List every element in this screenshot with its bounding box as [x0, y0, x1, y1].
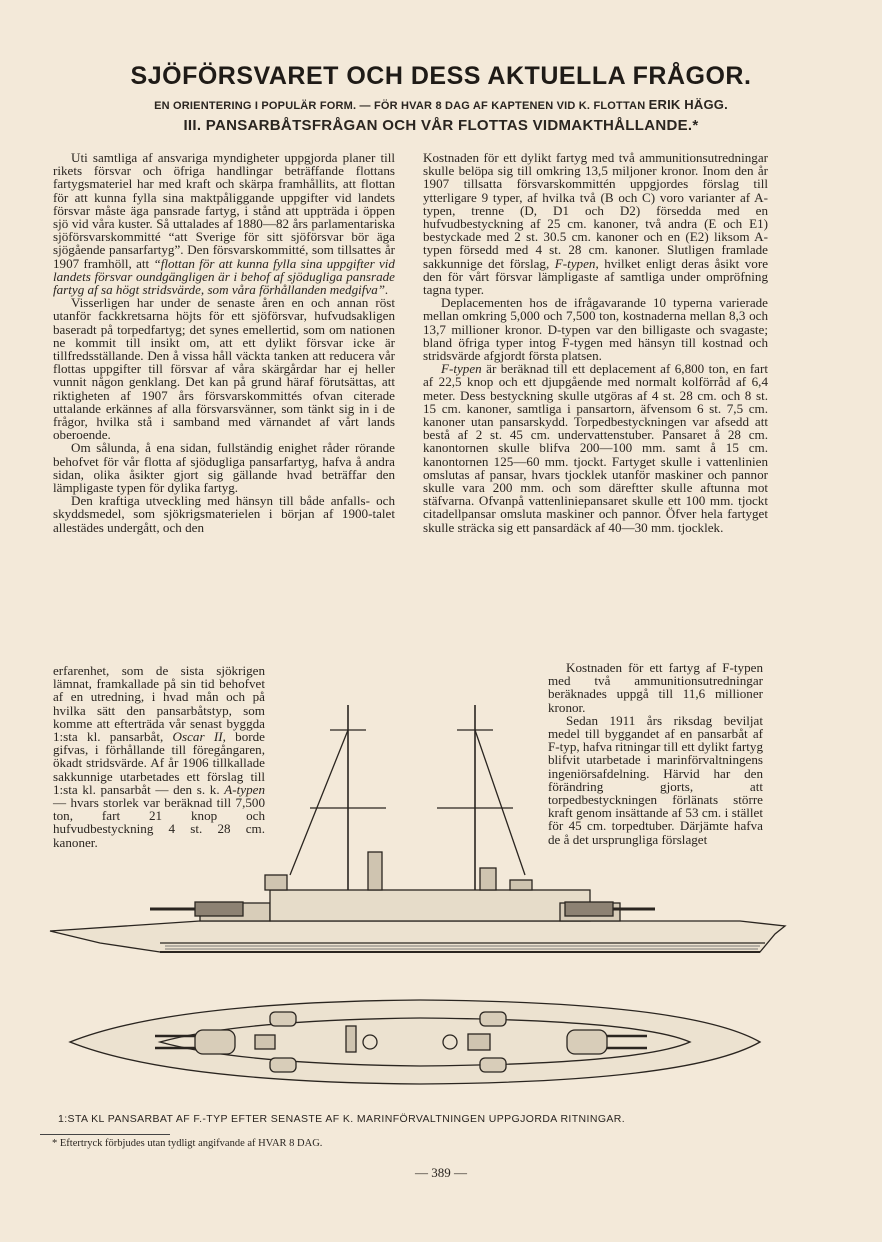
left-paragraph-2: Visserligen har under de senaste åren en och annan röst utanför fackkretsarna höjts för ett sjöförsvar, hufvudsakligen baseradt på torpedfartyg; det synes emellertid, som om nationen ne kommit till insikt om, att ett dylikt försvar icke är tillfredsställande. Den å vissa håll väckta tanken att reducera vår flottas uppgifter till försvar af våra skärgårdar har ej heller vunnit någon genklang. Det kan på grund häraf förutsättas, att riktigheten af 1907 års försvarskommittés ofvan citerade uttalande erkännes af alla försvarsvänner, som tänkt sig in i de frågor, hvilka stå i samband med värnandet af vårt lands oberoende.: [53, 295, 395, 443]
left-p4-cont: erfarenhet, som de sista sjökrigen lämnat, framkallade på sin tid behofvet af en utredning, i hvad mån och på hvilka sätt den pansarbåtstyp, som komme att efterträda vår senast byggda 1:sta kl. pansarbåt,: [53, 663, 265, 745]
right-paragraph-4: Kostnaden för ett fartyg af F-typen med två ammunitionsutredningar beräknades uppgå till 11,6 millioner kronor.: [548, 660, 763, 715]
footnote-rule: [40, 1134, 170, 1135]
right-paragraph-2: Deplacementen hos de ifrågavarande 10 typerna varierade mellan omkring 5,000 och 7,500 ton, kostnaderna mellan 8,3 och 13,7 millioner kronor. D-typen var den billigaste och svagaste; bland öfriga typer intog F-tygen med hänsyn till kostnad och stridsvärde afgjordt första platsen.: [423, 295, 768, 364]
left-p4-type: A-typen: [224, 781, 266, 797]
left-column: [53, 151, 395, 534]
left-paragraph-3: Om sålunda, å ena sidan, fullständig enighet råder rörande behofvet för vår flotta af sjödugliga pansarfartyg, hafva å andra sidan, olika åsikter gjort sig gällande hvad beträffar den lämpligaste typen för dylika fartyg.: [53, 440, 395, 496]
left-p1-text: Uti samtliga af ansvariga myndigheter uppgjorda planer till rikets försvar och öfriga handlingar beträffande flottans fartygsmateriel har med kraft och skärpa framhållits, att flottan för att kunna fylla sina maktpåliggande uppgifter vid landets försvar måste äga pansrade fartyg, i stånd att uppträda i öppen sjö vid våra kuster. Så uttalades af 1880—82 års parlamentariska sjöförsvarskommitté “att Sverige för sitt sjöförsvar bör äga sjögående pansarfartyg”. Den försvarskommitté, som tillsattes år 1907 framhöll, att: [53, 150, 395, 271]
right-column: [423, 151, 768, 534]
left-p4-ship: Oscar II,: [172, 729, 226, 745]
right-p1-end: hvilket enligt deras åsikt vore den för vårt försvar lämpligaste af samtliga under ompröfning tagna typer.: [423, 255, 769, 298]
left-paragraph-4: Den kraftiga utveckling med hänsyn till både anfalls- och skyddsmedel, som sjökrigsmaterielen i början af 1900-talet allestädes undergått, och den: [53, 493, 395, 535]
left-paragraph-1: [53, 151, 395, 296]
ship-plan-view: [70, 1000, 760, 1084]
article-subtitle: [0, 97, 882, 112]
right-p3-text: är beräknad till ett deplacement af 6,800 ton, en fart af 22,5 knop och ett djupgående med normalt kolförråd af 6,4 meter. Dess bestyckning skulle utgöras af 4 st. 28 cm. och 8 st. 15 cm. kanoner, samtliga i pansartorn, äfvensom 6 st. 7,5 cm. kanoner utan pansarskydd. Torpedbestyckningen var afsedd att bestå af 2 st. 45 cm. undervattenstuber. Pansaret å 28 cm. kanontornen skulle blifva 200—100 mm. samt å 15 cm. kanontornen 125—60 mm. tjockt. Fartyget skulle i vattenlinien omslutas af pansar, hvars tjocklek utanför maskiner och pannor skulle vara 200 mm. och som däreftter skulle aftunna mot stäfvarna. Ofvanpå vattenliniepansaret skulle ett 100 mm. tjockt citadellpansar omsluta maskiner och pannor. Öfver hela fartyget skulle sträcka sig ett pansardäck af 40—30 mm. tjocklek.: [423, 361, 768, 535]
footnote: * Eftertryck förbjudes utan tydligt angifvande af HVAR 8 DAG.: [52, 1138, 323, 1149]
left-p1-quote: “flottan för att kunna fylla sina uppgifter vid landets försvar oundgängligen är i behof af sjödugliga pansrade fartyg af sa högt stridsvärde, som våra förhållanden medgifva”.: [53, 255, 395, 298]
subtitle-author: ERIK HÄGG.: [648, 97, 728, 112]
ship-side-profile: [50, 705, 785, 952]
right-p1-type: F-typen,: [554, 255, 599, 271]
section-heading: III. PANSARBÅTSFRÅGAN OCH VÅR FLOTTAS VIDMAKTHÅLLANDE.*: [183, 117, 699, 134]
subtitle-prefix: EN ORIENTERING I POPULÄR FORM. — FÖR HVAR 8 DAG AF KAPTENEN VID K. FLOTTAN: [154, 100, 646, 112]
right-p3-type: F-typen: [441, 361, 482, 377]
right-paragraph-5: Sedan 1911 års riksdag beviljat medel till byggandet af en pansarbåt af F-typ, hafva ritningar till ett dylikt fartyg blifvit utarbetade i marinförvaltningens ingeniörsafdelning. Härvid har den förändring gjorts, att torpedbestyckningen förlänats större kraft genom insättande af 53 cm. i stället för 45 cm. torpedtuber. Därjämte hafva de å det ursprungliga förslaget: [548, 712, 763, 847]
left-p4-cont2: borde gifvas, i förhållande till föregångaren, ökadt stridsvärde. Af år 1906 tillkallade sakkunnige utarbetades ett förslag till 1:sta kl. pansarbåt — den s. k.: [53, 729, 265, 797]
right-paragraph-3: [423, 362, 768, 534]
figure-caption: 1:STA KL PANSARBAT AF F.-TYP EFTER SENASTE AF K. MARINFÖRVALTNINGEN UPPGJORDA RITNINGAR.: [58, 1113, 626, 1125]
battleship-drawing: [40, 690, 840, 1110]
article-title: SJÖFÖRSVARET OCH DESS AKTUELLA FRÅGOR.: [130, 62, 752, 90]
right-paragraph-1: [423, 151, 768, 296]
right-p1-text: Kostnaden för ett dylikt fartyg med två ammunitionsutredningar skulle belöpa sig till omkring 13,5 miljoner kronor. Inom den år 1907 tillsatta försvarskommittén uppgjordes förslag till ytterligare 9 typer, af hvilka två (B och C) voro varianter af A-typen, trenne (D, D1 och D2) försedda med en hufvudbestyckning af 25 cm. kanoner, två andra (E och E1) bestyckade med 2 st. 30.5 cm. kanoner och en (E2) liksom A-typen försedd med 4 st. 28 cm. kanoner. Slutligen framlade sakkunnige det förslag,: [423, 150, 768, 271]
page-number: — 389 —: [415, 1165, 467, 1180]
left-p4-end: — hvars storlek var beräknad till 7,500 ton, fart 21 knop och hufvudbestyckning 4 st. 28 cm. kanoner.: [53, 795, 265, 850]
